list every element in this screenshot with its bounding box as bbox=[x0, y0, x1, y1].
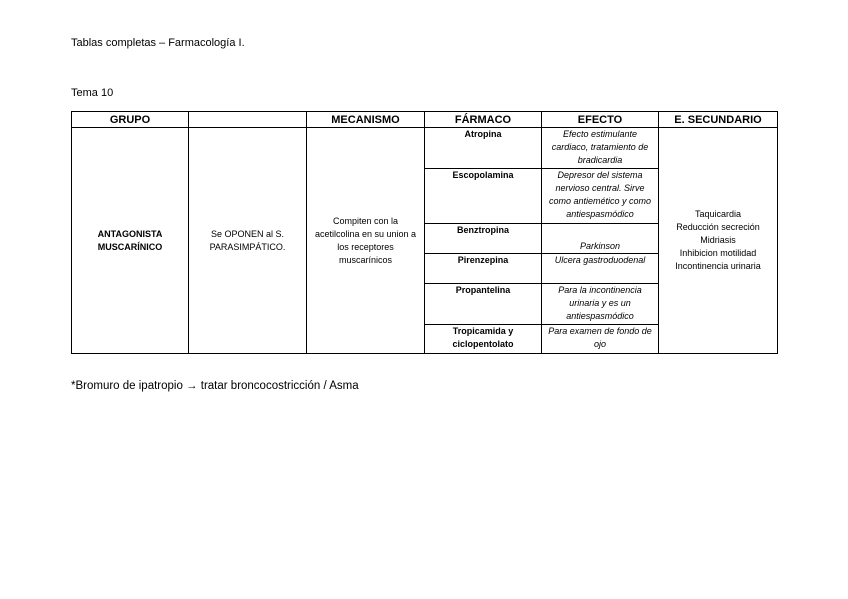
side-effect-item: Midriasis bbox=[700, 235, 736, 245]
drug-name: Propantelina bbox=[425, 284, 542, 325]
drug-effect: Efecto estimulante cardiaco, tratamiento de bradicardia bbox=[542, 128, 659, 169]
drug-name: Tropicamida y ciclopentolato bbox=[425, 325, 542, 354]
header-blank bbox=[189, 112, 307, 128]
header-grupo: GRUPO bbox=[72, 112, 189, 128]
drug-effect: Depresor del sistema nervioso central. Sirve como antiemético y como antiespasmódico bbox=[542, 169, 659, 224]
table-row bbox=[72, 128, 778, 169]
document-title: Tablas completas – Farmacología I. bbox=[71, 37, 245, 49]
drug-effect: Para examen de fondo de ojo bbox=[542, 325, 659, 354]
relation-cell: Se OPONEN al S. PARASIMPÁTICO. bbox=[189, 128, 307, 354]
group-cell: ANTAGONISTA MUSCARÍNICO bbox=[72, 128, 189, 354]
table-header-row bbox=[72, 112, 778, 128]
side-effects-cell bbox=[659, 128, 778, 354]
drug-name: Atropina bbox=[425, 128, 542, 169]
pharmacology-table bbox=[71, 111, 778, 354]
header-efecto: EFECTO bbox=[542, 112, 659, 128]
side-effect-item: Reducción secreción bbox=[676, 222, 760, 232]
header-e-secundario: E. SECUNDARIO bbox=[659, 112, 778, 128]
drug-effect: Parkinson bbox=[542, 224, 659, 254]
section-label: Tema 10 bbox=[71, 87, 114, 99]
header-mecanismo: MECANISMO bbox=[307, 112, 425, 128]
side-effect-item: Incontinencia urinaria bbox=[675, 261, 761, 271]
mechanism-cell: Compiten con la acetilcolina en su union a los receptores muscarínicos bbox=[307, 128, 425, 354]
drug-name: Escopolamina bbox=[425, 169, 542, 224]
drug-name: Benztropina bbox=[425, 224, 542, 254]
drug-effect: Ulcera gastroduodenal bbox=[542, 254, 659, 284]
drug-effect: Para la incontinencia urinaria y es un antiespasmódico bbox=[542, 284, 659, 325]
side-effect-item: Taquicardia bbox=[694, 209, 742, 219]
drug-name: Pirenzepina bbox=[425, 254, 542, 284]
side-effect-item: Inhibicion motilidad bbox=[679, 248, 757, 258]
footnote: *Bromuro de ipatropio → tratar broncocostricción / Asma bbox=[71, 380, 359, 392]
header-farmaco: FÁRMACO bbox=[425, 112, 542, 128]
